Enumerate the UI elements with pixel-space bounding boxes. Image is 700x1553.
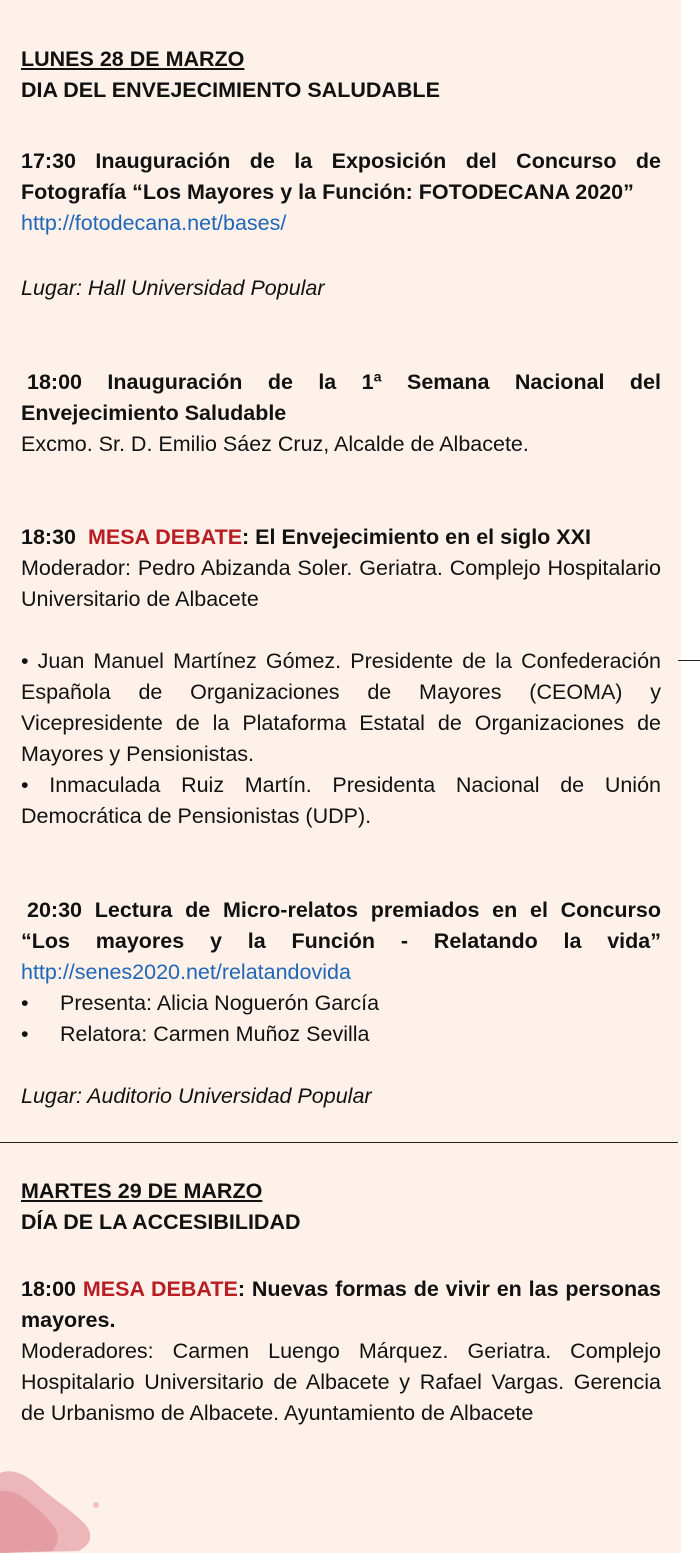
bullet-icon: • bbox=[21, 991, 29, 1015]
day2-date: MARTES 29 DE MARZO bbox=[21, 1179, 263, 1203]
day2-event-1800-title bbox=[21, 1274, 661, 1336]
event-1800-speaker: Excmo. Sr. D. Emilio Sáez Cruz, Alcalde de Albacete. bbox=[21, 432, 529, 456]
event-2030-place: Lugar: Auditorio Universidad Popular bbox=[21, 1084, 372, 1108]
fotodecana-link[interactable]: http://fotodecana.net/bases/ bbox=[21, 211, 287, 235]
event-1800-title bbox=[27, 367, 661, 398]
event-2030-title-line2: “Los mayores y la Función - Relatando la vida” bbox=[21, 929, 661, 953]
day2-event-topic: : Nuevas formas de vivir en las personas mayores. bbox=[21, 1277, 661, 1332]
event-1830-participant-1: • Juan Manuel Martínez Gómez. Presidente de la Confederación Española de Organizaciones de Mayores (CEOMA) y Vicepresidente de la Plataforma Estatal de Organizaciones de Mayores y Pensionistas. bbox=[21, 649, 661, 766]
presenter-text: Presenta: Alicia Noguerón García bbox=[60, 991, 380, 1015]
watercolor-splash-icon bbox=[0, 1465, 110, 1553]
event-1830-title bbox=[21, 522, 661, 553]
margin-tick bbox=[678, 660, 700, 661]
mesa-debate-label: MESA DEBATE bbox=[87, 525, 243, 549]
event-1730-place: Lugar: Hall Universidad Popular bbox=[21, 276, 325, 300]
day2-event-time: 18:00 bbox=[21, 1277, 76, 1301]
event-1800-title-line2: Envejecimiento Saludable bbox=[21, 401, 287, 425]
relatandovida-link[interactable]: http://senes2020.net/relatandovida bbox=[21, 960, 351, 984]
section-divider bbox=[0, 1142, 678, 1143]
day2-mesa-debate-label: MESA DEBATE bbox=[82, 1277, 238, 1301]
event-1800-time: 18:00 bbox=[27, 370, 82, 394]
event-1830-moderator: Moderador: Pedro Abizanda Soler. Geriatra. Complejo Hospitalario Universitario de Albacete bbox=[21, 556, 661, 611]
event-1830-time: 18:30 bbox=[21, 525, 76, 549]
event-1830-participant-2: • Inmaculada Ruiz Martín. Presidenta Nacional de Unión Democrática de Pensionistas (UDP). bbox=[21, 773, 661, 828]
event-1730-title bbox=[21, 146, 661, 177]
event-1730-time: 17:30 bbox=[21, 149, 76, 173]
day2-event-moderators: Moderadores: Carmen Luengo Márquez. Geriatra. Complejo Hospitalario Universitario de Albacete y Rafael Vargas. Gerencia de Urbanismo de Albacete. Ayuntamiento de Albacete bbox=[21, 1339, 661, 1425]
event-1730-title-line2: Fotografía “Los Mayores y la Función: FOTODECANA 2020” bbox=[21, 180, 634, 204]
rapporteur-text: Relatora: Carmen Muñoz Sevilla bbox=[60, 1022, 370, 1046]
event-1800-title-line1: Inauguración de la 1ª Semana Nacional del bbox=[107, 370, 661, 394]
bullet-rapporteur bbox=[21, 1019, 661, 1050]
bullet-presenter bbox=[21, 988, 661, 1019]
event-2030-title-line1: 20:30 Lectura de Micro-relatos premiados en el Concurso bbox=[27, 898, 661, 922]
day1-theme: DIA DEL ENVEJECIMIENTO SALUDABLE bbox=[21, 78, 440, 102]
day2-header bbox=[21, 1176, 661, 1238]
event-1830-topic: : El Envejecimiento en el siglo XXI bbox=[242, 525, 591, 549]
day1-date: LUNES 28 DE MARZO bbox=[21, 47, 245, 71]
day1-header bbox=[21, 44, 661, 106]
day2-theme: DÍA DE LA ACCESIBILIDAD bbox=[21, 1210, 301, 1234]
bullet-icon: • bbox=[21, 1022, 29, 1046]
event-1730-title-line1: Inauguración de la Exposición del Concurso de bbox=[95, 149, 661, 173]
